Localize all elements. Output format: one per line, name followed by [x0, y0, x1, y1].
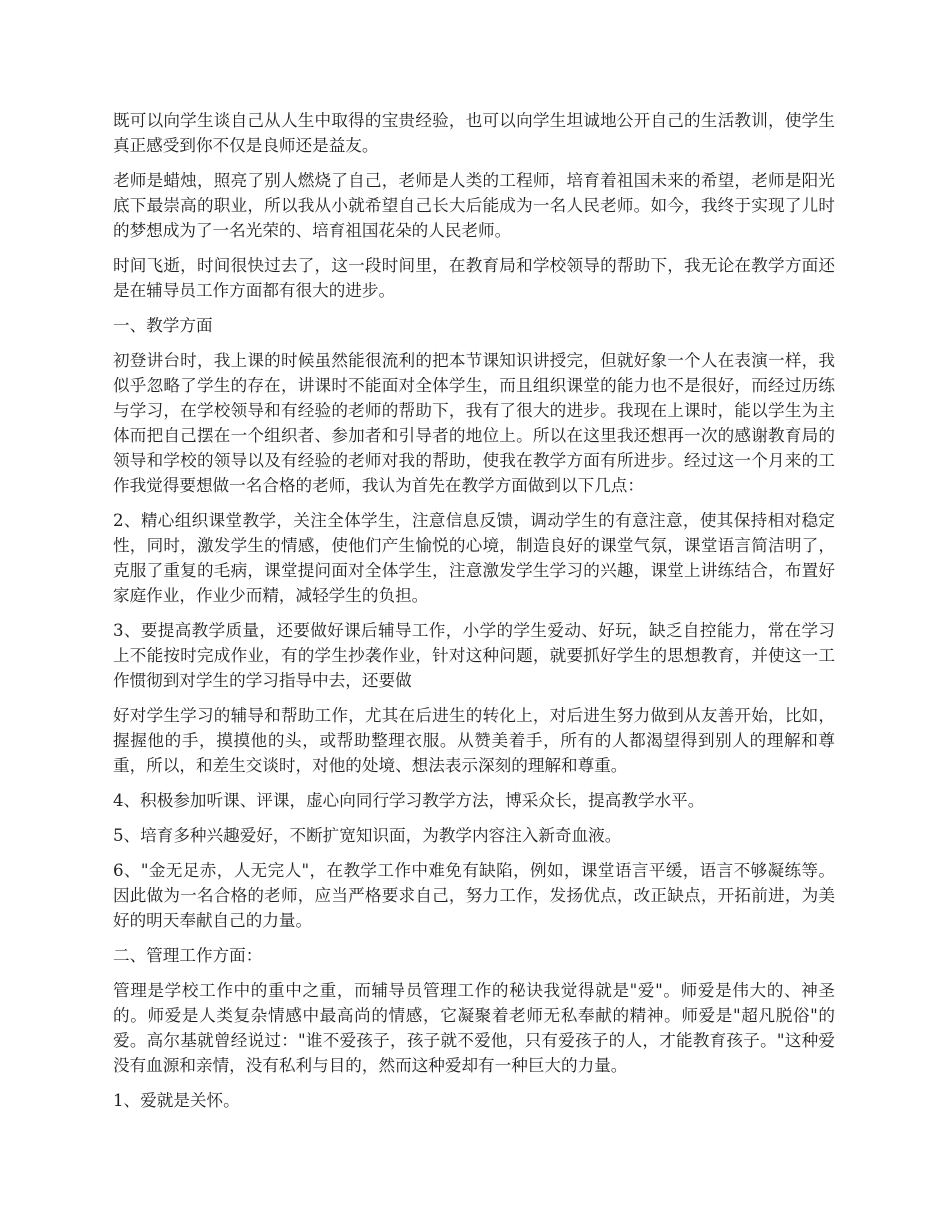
- paragraph-teacher-candle: 老师是蜡烛，照亮了别人燃烧了自己，老师是人类的工程师，培育着祖国未来的希望，老师是阳光底下最崇高的职业，所以我从小就希望自己长大后能成为一名人民老师。如今，我终于实现了儿时的梦想成为了一名光荣的、培育祖国花朵的人民老师。: [113, 171, 835, 240]
- list-item-1-care: 1、爱就是关怀。: [113, 1091, 240, 1110]
- paragraph-first-lecture: 初登讲台时，我上课的时候虽然能很流利的把本节课知识讲授完，但就好象一个人在表演一样，我似乎忽略了学生的存在，讲课时不能面对全体学生，而且组织课堂的能力也不是很好，而经过历练与学习，在学校领导和有经验的老师的帮助下，我有了很大的进步。我现在上课时，能以学生为主体而把自己摆在一个组织者、参加者和引导者的地位上。所以在这里我还想再一次的感谢教育局的领导和学校的领导以及有经验的老师对我的帮助，使我在教学方面有所进步。经过这一个月来的工作我觉得要想做一名合格的老师，我认为首先在教学方面做到以下几点：: [113, 351, 835, 495]
- list-item-6-self-improvement: 6、"金无足赤，人无完人"，在教学工作中难免有缺陷，例如，课堂语言平缓，语言不够凝练等。因此做为一名合格的老师，应当严格要求自己，努力工作，发扬优点，改正缺点，开拓前进，为美好的明天奉献自己的力量。: [113, 861, 835, 930]
- section-heading-management: 二、管理工作方面：: [113, 946, 263, 965]
- section-heading-teaching: 一、教学方面: [113, 316, 213, 335]
- list-item-5-interests: 5、培育多种兴趣爱好，不断扩宽知识面，为教学内容注入新奇血液。: [113, 826, 622, 845]
- paragraph-management-love: 管理是学校工作中的重中之重，而辅导员管理工作的秘诀我觉得就是"爱"。师爱是伟大的、神圣的。师爱是人类复杂情感中最高尚的情感，它凝聚着老师无私奉献的精神。师爱是"超凡脱俗"的爱。高尔基就曾经说过："谁不爱孩子，孩子就不爱他，只有爱孩子的人，才能教育孩子。"这种爱没有血源和亲情，没有私利与目的，然而这种爱却有一种巨大的力量。: [113, 981, 835, 1075]
- list-item-2-classroom: 2、精心组织课堂教学，关注全体学生，注意信息反馈，调动学生的有意注意，使其保持相对稳定性，同时，激发学生的情感，使他们产生愉悦的心境，制造良好的课堂气氛，课堂语言简洁明了，克服了重复的毛病，课堂提问面对全体学生，注意激发学生学习的兴趣，课堂上讲练结合，布置好家庭作业，作业少而精，减轻学生的负担。: [113, 511, 835, 605]
- list-item-3-tutoring: 3、要提高教学质量，还要做好课后辅导工作，小学的学生爱动、好玩，缺乏自控能力，常在学习上不能按时完成作业，有的学生抄袭作业，针对这种问题，就要抓好学生的思想教育，并使这一工作惯彻到对学生的学习指导中去，还要做: [113, 621, 835, 690]
- paragraph-time-progress: 时间飞逝，时间很快过去了，这一段时间里，在教育局和学校领导的帮助下，我无论在教学方面还是在辅导员工作方面都有很大的进步。: [113, 256, 835, 300]
- document-body: [113, 108, 835, 1123]
- list-item-4-observation: 4、积极参加听课、评课，虚心向同行学习教学方法，博采众长，提高教学水平。: [113, 791, 705, 810]
- paragraph-tutoring-continued: 好对学生学习的辅导和帮助工作，尤其在后进生的转化上，对后进生努力做到从友善开始，比如，握握他的手，摸摸他的头，或帮助整理衣服。从赞美着手，所有的人都渴望得到别人的理解和尊重，所以，和差生交谈时，对他的处境、想法表示深刻的理解和尊重。: [113, 706, 835, 775]
- paragraph-intro-experience: 既可以向学生谈自己从人生中取得的宝贵经验，也可以向学生坦诚地公开自己的生活教训，使学生真正感受到你不仅是良师还是益友。: [113, 111, 835, 155]
